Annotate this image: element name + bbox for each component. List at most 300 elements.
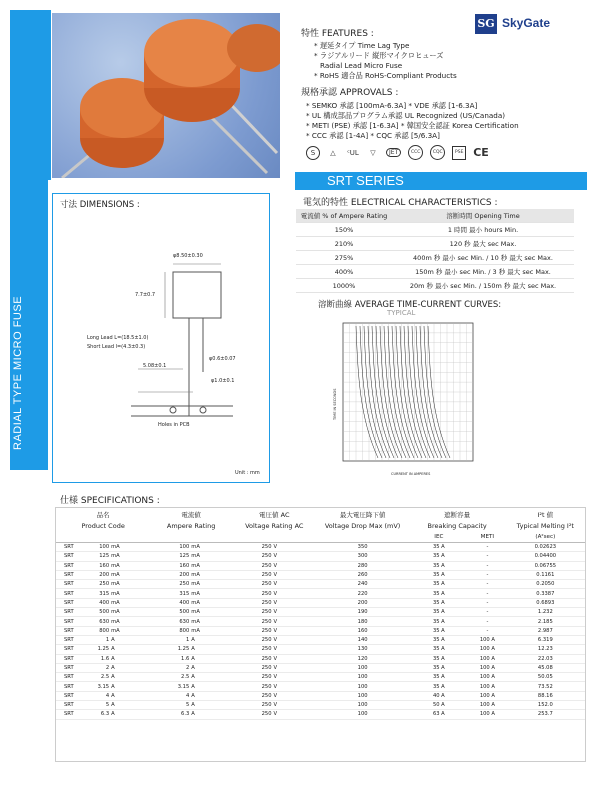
table-cell: 253.7 [506,710,585,719]
table-cell: A [110,673,150,682]
column-header-blank [56,532,150,543]
table-cell: 35 A [409,663,470,672]
table-cell: 40 A [409,691,470,700]
table-cell: 2.5 [150,673,190,682]
table-cell: 250 [232,673,273,682]
lead-diameter-label: φ0.6±0.07 [209,356,236,362]
long-lead-label: Long Lead L=(18.5±1.0) [87,335,149,341]
pitch-label: 5.08±0.1 [143,363,167,369]
table-cell: - [469,580,506,589]
table-cell: 630 [86,617,111,626]
table-cell: mA [190,598,232,607]
table-cell: 0.3387 [506,589,585,598]
table-cell: 100 [150,543,190,552]
ce-mark-icon: CE [473,146,489,159]
column-header: 電流値 [181,510,201,519]
table-cell: 315 [86,589,111,598]
column-header: Ampere Rating [166,522,216,530]
table-cell: 800 [86,626,111,635]
table-cell: mA [110,580,150,589]
table-cell: SRT [56,701,86,710]
table-cell: - [469,617,506,626]
table-cell: V [273,673,317,682]
table-cell: 35 A [409,570,470,579]
table-cell: 240 [317,580,409,589]
table-header-row [296,209,574,223]
table-row [56,552,585,561]
table-cell: 125 [150,552,190,561]
table-cell: SRT [56,710,86,719]
table-cell: 120 秒 最大 sec Max. [392,237,574,251]
table-cell: 1 [150,635,190,644]
table-cell: 800 [150,626,190,635]
table-row [56,589,585,598]
table-cell: 250 [86,580,111,589]
table-cell: 0.6893 [506,598,585,607]
table-cell: 250 [232,701,273,710]
table-cell: 35 A [409,654,470,663]
table-cell: 1000% [296,279,392,293]
table-cell: 1 [86,635,111,644]
table-cell: 100 A [469,673,506,682]
features-heading: 特性 FEATURES : [301,29,374,39]
table-cell: 50.05 [506,673,585,682]
table-cell: 100 [317,691,409,700]
table-cell: 250 [232,645,273,654]
feature-item: Radial Lead Micro Fuse [320,61,403,70]
table-cell: A [190,654,232,663]
table-cell: SRT [56,608,86,617]
table-cell: 125 [86,552,111,561]
table-cell: 280 [317,561,409,570]
table-cell: 1 時間 最小 hours Min. [392,223,574,237]
table-cell: 35 A [409,682,470,691]
table-row [56,682,585,691]
table-cell: 210% [296,237,392,251]
table-row [56,673,585,682]
table-cell: 250 [232,543,273,552]
table-cell: 1.232 [506,608,585,617]
table-cell: 100 A [469,635,506,644]
table-cell: 400% [296,265,392,279]
table-cell: 0.04400 [506,552,585,561]
table-cell: 35 A [409,580,470,589]
table-row [56,710,585,719]
table-cell: 3.15 [150,682,190,691]
cqc-icon: CQC [430,145,445,160]
table-cell: 63 A [409,710,470,719]
table-cell: SRT [56,552,86,561]
table-cell: 152.0 [506,701,585,710]
pse-triangle-icon: ▽ [370,148,376,157]
table-cell: V [273,608,317,617]
specifications-table [56,508,585,720]
table-cell: V [273,589,317,598]
table-row [56,701,585,710]
semko-icon: S [306,146,320,160]
table-cell: 100 A [469,691,506,700]
table-cell: V [273,543,317,552]
column-header: 溶断時間 Opening Time [392,209,574,223]
table-cell: 400m 秒 最小 sec Min. / 10 秒 最大 sec Max. [392,251,574,265]
table-cell: - [469,552,506,561]
table-cell: 100 A [469,645,506,654]
table-cell: - [469,543,506,552]
table-cell: A [110,654,150,663]
table-cell: 130 [317,645,409,654]
table-cell: 0.2050 [506,580,585,589]
table-cell: 250 [232,691,273,700]
table-row [56,626,585,635]
table-row [296,251,574,265]
table-cell: A [190,682,232,691]
column-header: 電流値 % of Ampere Rating [296,209,392,223]
korea-kc-icon: PSE [452,146,466,160]
table-cell: A [110,635,150,644]
table-row [56,654,585,663]
column-header-blank [150,532,232,543]
table-cell: 250 [232,635,273,644]
table-cell: - [469,561,506,570]
column-header: IEC [409,532,470,543]
column-header: Breaking Capacity [427,522,487,530]
table-cell: 160 [150,561,190,570]
table-cell: mA [110,543,150,552]
table-cell: 35 A [409,635,470,644]
table-cell: SRT [56,682,86,691]
table-row [56,617,585,626]
table-cell: 120 [317,654,409,663]
column-header: Voltage Rating AC [245,522,304,530]
column-header: (A²sec) [506,532,585,543]
table-cell: 220 [317,589,409,598]
dimension-drawing [53,194,269,482]
dimensions-panel [52,193,270,483]
table-cell: SRT [56,691,86,700]
approval-item: * UL 構成部品プログラム承認 UL Recognized (US/Canada) [306,111,506,120]
table-cell: - [469,570,506,579]
table-cell: mA [110,617,150,626]
table-cell: - [469,626,506,635]
table-cell: SRT [56,580,86,589]
table-cell: 100 A [469,663,506,672]
table-cell: V [273,617,317,626]
table-cell: V [273,570,317,579]
table-cell: SRT [56,673,86,682]
table-cell: 1.25 [86,645,111,654]
table-cell: 12.23 [506,645,585,654]
table-cell: 100 [317,663,409,672]
table-cell: 150% [296,223,392,237]
table-header-row [56,508,585,520]
table-cell: 20m 秒 最小 sec Min. / 150m 秒 最大 sec Max. [392,279,574,293]
table-cell: 2 [150,663,190,672]
table-cell: 6.319 [506,635,585,644]
table-cell: V [273,682,317,691]
table-cell: 250 [232,570,273,579]
table-cell: A [110,701,150,710]
table-cell: SRT [56,543,86,552]
table-header-row [56,520,585,532]
table-cell: 2 [86,663,111,672]
unit-label: Unit : mm [235,470,260,476]
table-cell: 45.08 [506,663,585,672]
table-cell: mA [190,617,232,626]
sidebar-accent [48,10,51,180]
specifications-heading: 仕様 SPECIFICATIONS : [60,496,160,506]
table-row [56,598,585,607]
vde-icon: △ [330,148,336,157]
table-cell: 100 A [469,710,506,719]
table-cell: mA [190,552,232,561]
table-cell: mA [190,580,232,589]
diameter-label: φ8.50±0.30 [173,253,203,259]
table-header-row [56,532,585,543]
table-cell: 250 [232,608,273,617]
dimensions-heading: 寸法 DIMENSIONS : [60,200,140,210]
table-cell: mA [110,561,150,570]
table-cell: A [110,682,150,691]
table-cell: 0.06755 [506,561,585,570]
table-cell: SRT [56,635,86,644]
table-cell: SRT [56,654,86,663]
short-lead-label: Short Lead l=(4.3±0.3) [87,344,146,350]
table-cell: 200 [317,598,409,607]
x-axis-label: CURRENT IN AMPERES [391,472,431,476]
table-cell: mA [110,598,150,607]
time-current-chart [328,318,478,468]
table-cell: 22.03 [506,654,585,663]
column-header: 遮断容量 [444,510,471,519]
table-cell: A [110,663,150,672]
table-cell: 180 [317,617,409,626]
table-cell: mA [190,626,232,635]
table-cell: SRT [56,561,86,570]
table-cell: V [273,626,317,635]
table-cell: 35 A [409,617,470,626]
table-cell: A [190,663,232,672]
table-cell: 260 [317,570,409,579]
table-cell: 500 [86,608,111,617]
table-cell: SRT [56,645,86,654]
feature-item: * RoHS 適合品 RoHS-Compliant Products [314,71,457,80]
table-cell: 35 A [409,673,470,682]
table-cell: A [190,645,232,654]
table-cell: 275% [296,251,392,265]
cert-marks [306,145,489,160]
table-cell: mA [110,626,150,635]
table-cell: 100 [317,710,409,719]
table-cell: - [469,608,506,617]
table-cell: A [110,645,150,654]
table-cell: 250 [232,552,273,561]
table-cell: 250 [232,617,273,626]
table-row [56,663,585,672]
jet-icon: JET [386,148,401,157]
table-cell: 250 [232,589,273,598]
table-cell: 250 [232,663,273,672]
table-cell: 35 A [409,608,470,617]
column-header: Product Code [81,522,125,530]
table-cell: 3.15 [86,682,111,691]
table-row [56,635,585,644]
table-cell: V [273,701,317,710]
table-cell: A [110,710,150,719]
table-cell: 4 [150,691,190,700]
table-cell: 250 [232,561,273,570]
table-cell: 0.02623 [506,543,585,552]
table-row [56,608,585,617]
table-cell: A [110,691,150,700]
holes-caption: Holes in PCB [158,422,190,428]
table-cell: 35 A [409,598,470,607]
table-cell: - [469,598,506,607]
column-header-blank [317,532,409,543]
curves-heading: 溶断曲線 AVERAGE TIME-CURRENT CURVES: [318,300,502,310]
table-cell: 630 [150,617,190,626]
table-cell: SRT [56,626,86,635]
table-cell: 100 [86,543,111,552]
table-cell: V [273,654,317,663]
table-cell: 250 [232,654,273,663]
table-cell: 250 [150,580,190,589]
table-cell: 100 [317,701,409,710]
table-cell: 350 [317,543,409,552]
table-cell: 140 [317,635,409,644]
table-cell: 250 [232,710,273,719]
column-header: 最大電圧降下値 [339,510,386,519]
table-cell: 100 A [469,682,506,691]
table-cell: 500 [150,608,190,617]
table-cell: V [273,598,317,607]
feature-item: * ラジアルリード 縦形マイクロヒューズ [314,51,444,60]
table-cell: V [273,561,317,570]
table-cell: 300 [317,552,409,561]
table-cell: 100 [317,673,409,682]
table-row [56,645,585,654]
table-cell: 1.6 [150,654,190,663]
table-cell: 5 [150,701,190,710]
approvals-heading: 規格承認 APPROVALS : [301,88,399,98]
table-cell: 250 [232,598,273,607]
column-header: 電圧値 AC [259,510,290,519]
table-cell: 5 [86,701,111,710]
table-cell: 6.3 [86,710,111,719]
table-cell: mA [190,543,232,552]
table-cell: 4 [86,691,111,700]
table-row [296,237,574,251]
table-cell: 400 [86,598,111,607]
table-cell: 73.52 [506,682,585,691]
table-cell: 2.185 [506,617,585,626]
approval-item: * METI (PSE) 承認 [1-6.3A] * 韓国安全認証 Korea Certification [306,121,519,130]
table-row [296,265,574,279]
column-header: Typical Melting I²t [516,522,574,530]
table-cell: 6.3 [150,710,190,719]
table-cell: 400 [150,598,190,607]
table-cell: A [190,691,232,700]
table-cell: 88.16 [506,691,585,700]
table-cell: mA [190,570,232,579]
table-cell: 1.6 [86,654,111,663]
table-cell: - [469,589,506,598]
table-cell: 200 [86,570,111,579]
column-header: METI [469,532,506,543]
table-row [56,580,585,589]
table-cell: SRT [56,570,86,579]
table-cell: V [273,635,317,644]
table-cell: 190 [317,608,409,617]
feature-item: * 遅延タイプ Time Lag Type [314,41,410,50]
table-cell: V [273,710,317,719]
table-cell: 35 A [409,552,470,561]
column-header: Voltage Drop Max (mV) [324,522,401,530]
table-cell: 100 A [469,701,506,710]
table-cell: V [273,552,317,561]
table-cell: 35 A [409,561,470,570]
ul-recognized-icon: ᶜUL [347,148,359,157]
table-cell: V [273,691,317,700]
table-cell: 50 A [409,701,470,710]
table-cell: SRT [56,617,86,626]
approval-item: * CCC 承認 [1-4A] * CQC 承認 [5/6.3A] [306,131,440,140]
height-label: 7.7±0.7 [135,292,156,298]
table-cell: 250 [232,626,273,635]
table-cell: 35 A [409,589,470,598]
table-cell: SRT [56,663,86,672]
table-cell: 315 [150,589,190,598]
sidebar-title: RADIAL TYPE MICRO FUSE [12,295,24,450]
table-cell: 100 A [469,654,506,663]
skygate-logo-mark: SG [475,14,497,34]
table-cell: 100 [317,682,409,691]
y-axis-label: TIME IN SECONDS [333,388,337,420]
table-cell: V [273,580,317,589]
table-row [56,570,585,579]
table-cell: A [190,701,232,710]
table-cell: 35 A [409,543,470,552]
table-cell: mA [110,570,150,579]
table-cell: 160 [317,626,409,635]
table-cell: SRT [56,589,86,598]
table-cell: SRT [56,598,86,607]
table-cell: 250 [232,580,273,589]
table-cell: mA [110,608,150,617]
column-header-blank [232,532,317,543]
table-cell: 1.25 [150,645,190,654]
electrical-table [296,209,574,293]
table-cell: 35 A [409,645,470,654]
electrical-heading: 電気的特性 ELECTRICAL CHARACTERISTICS : [303,198,498,208]
table-row [296,279,574,293]
table-row [56,543,585,552]
table-row [56,691,585,700]
column-header: 品名 [96,510,110,519]
curves-subtitle: TYPICAL [387,309,416,317]
table-cell: V [273,663,317,672]
approval-item: * SEMKO 承認 [100mA-6.3A] * VDE 承認 [1-6.3A] [306,101,478,110]
table-cell: 160 [86,561,111,570]
table-cell: mA [190,561,232,570]
table-cell: 2.987 [506,626,585,635]
table-cell: 250 [232,682,273,691]
table-cell: 2.5 [86,673,111,682]
ccc-icon: CCC [408,145,423,160]
column-header: I²t 値 [537,510,554,519]
table-cell: mA [110,589,150,598]
table-cell: mA [190,589,232,598]
hole-diameter-label: φ1.0±0.1 [211,378,235,384]
